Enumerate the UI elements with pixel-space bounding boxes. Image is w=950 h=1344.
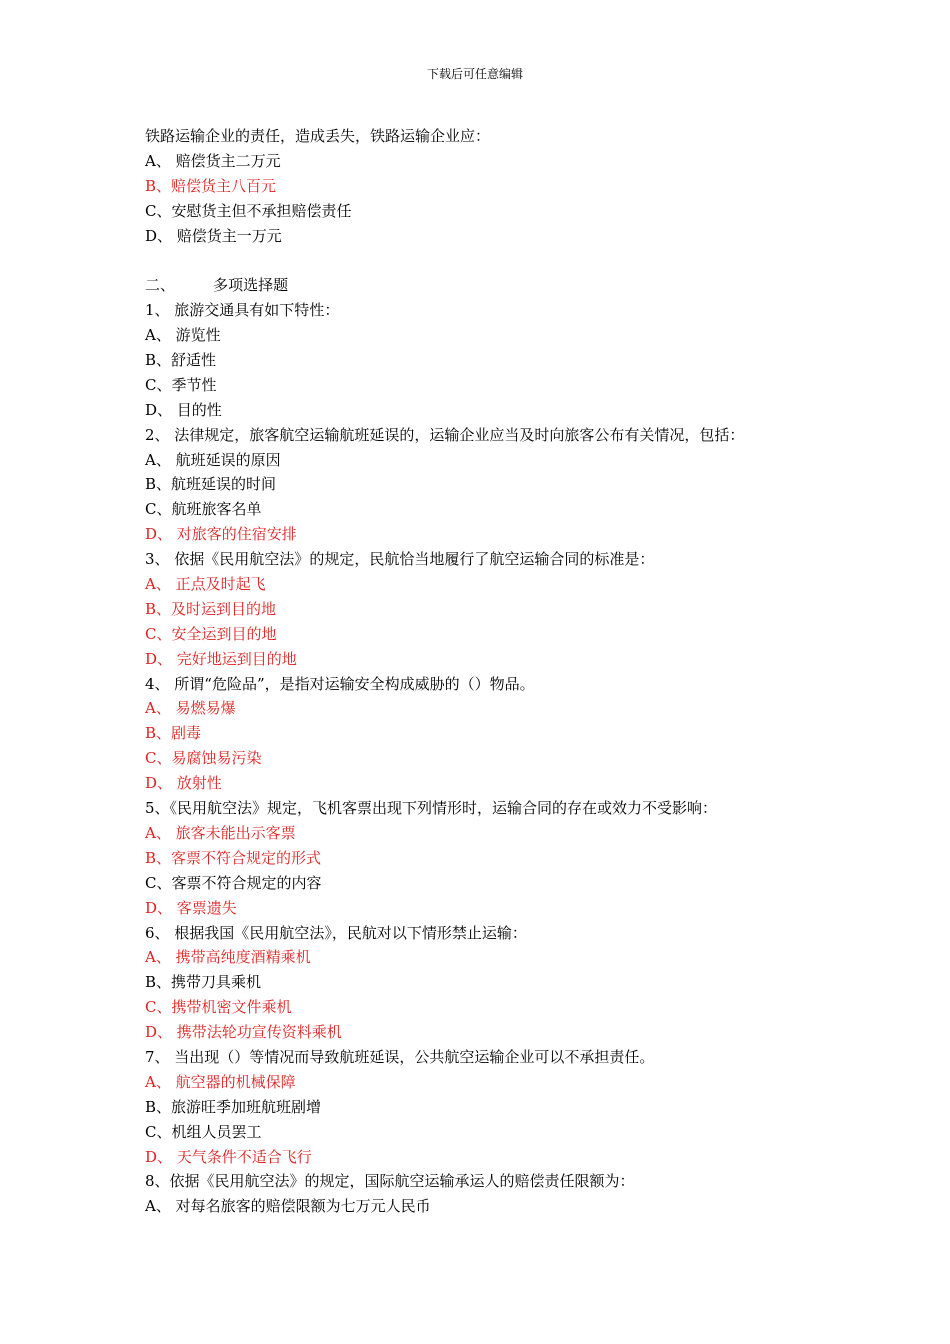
text-line: 2、 法律规定，旅客航空运输航班延误的，运输企业应当及时向旅客公布有关情况，包括： <box>145 425 745 444</box>
answer-line: B、及时运到目的地 <box>145 599 277 618</box>
answer-line: D、 完好地运到目的地 <box>145 649 297 668</box>
text-line: D、 赔偿货主一万元 <box>145 226 282 245</box>
text-line: 铁路运输企业的责任，造成丢失，铁路运输企业应： <box>145 127 491 145</box>
text-line: C、季节性 <box>145 375 217 394</box>
text-line: A、 航班延误的原因 <box>145 450 281 469</box>
answer-line: C、安全运到目的地 <box>145 624 277 643</box>
page-header: 下载后可任意编辑 <box>426 67 523 81</box>
text-line: 6、 根据我国《民用航空法》，民航对以下情形禁止运输： <box>145 923 527 942</box>
answer-line: D、 携带法轮功宣传资料乘机 <box>145 1023 342 1042</box>
answer-line: B、客票不符合规定的形式 <box>145 848 322 867</box>
answer-line: C、携带机密文件乘机 <box>145 998 292 1017</box>
text-line: 7、 当出现（）等情况而导致航班延误，公共航空运输企业可以不承担责任。 <box>145 1047 655 1066</box>
blank-line <box>145 248 825 273</box>
answer-line: A、 航空器的机械保障 <box>145 1072 296 1091</box>
answer-line: C、易腐蚀易污染 <box>145 749 262 768</box>
answer-line: A、 旅客未能出示客票 <box>145 823 296 842</box>
text-line: C、机组人员罢工 <box>145 1122 262 1141</box>
answer-line: D、 对旅客的住宿安排 <box>145 525 297 544</box>
text-line: B、旅游旺季加班航班剧增 <box>145 1097 322 1116</box>
text-line: B、携带刀具乘机 <box>145 973 262 992</box>
answer-line: D、 天气条件不适合飞行 <box>145 1147 312 1166</box>
answer-line: B、剧毒 <box>145 724 202 743</box>
answer-line: B、赔偿货主八百元 <box>145 176 277 195</box>
text-line: 二、 多项选择题 <box>145 276 289 295</box>
text-line: C、客票不符合规定的内容 <box>145 873 322 892</box>
text-line: C、航班旅客名单 <box>145 500 262 519</box>
text-line: A、 游览性 <box>145 326 221 345</box>
answer-line: A、 易燃易爆 <box>145 699 236 718</box>
answer-line: D、 放射性 <box>145 774 222 793</box>
text-line: 4、 所谓“危险品”，是指对运输安全构成威胁的（）物品。 <box>145 674 535 693</box>
text-line: A、 赔偿货主二万元 <box>145 151 281 170</box>
text-line: 3、 依据《民用航空法》的规定，民航恰当地履行了航空运输合同的标准是： <box>145 550 655 569</box>
answer-line: D、 客票遗失 <box>145 898 237 917</box>
text-line: B、航班延误的时间 <box>145 475 277 494</box>
text-line: 1、 旅游交通具有如下特性： <box>145 301 340 320</box>
answer-line: A、 携带高纯度酒精乘机 <box>145 948 311 967</box>
text-line: 8、依据《民用航空法》的规定，国际航空运输承运人的赔偿责任限额为： <box>145 1172 635 1191</box>
document-body <box>145 124 825 1219</box>
answer-line: A、 正点及时起飞 <box>145 575 266 594</box>
text-line: B、舒适性 <box>145 351 217 370</box>
text-line: D、 目的性 <box>145 400 222 419</box>
text-line: A、 对每名旅客的赔偿限额为七万元人民币 <box>145 1197 431 1216</box>
text-line: C、安慰货主但不承担赔偿责任 <box>145 201 352 220</box>
text-line: 5、《民用航空法》规定，飞机客票出现下列情形时，运输合同的存在或效力不受影响： <box>145 799 718 818</box>
